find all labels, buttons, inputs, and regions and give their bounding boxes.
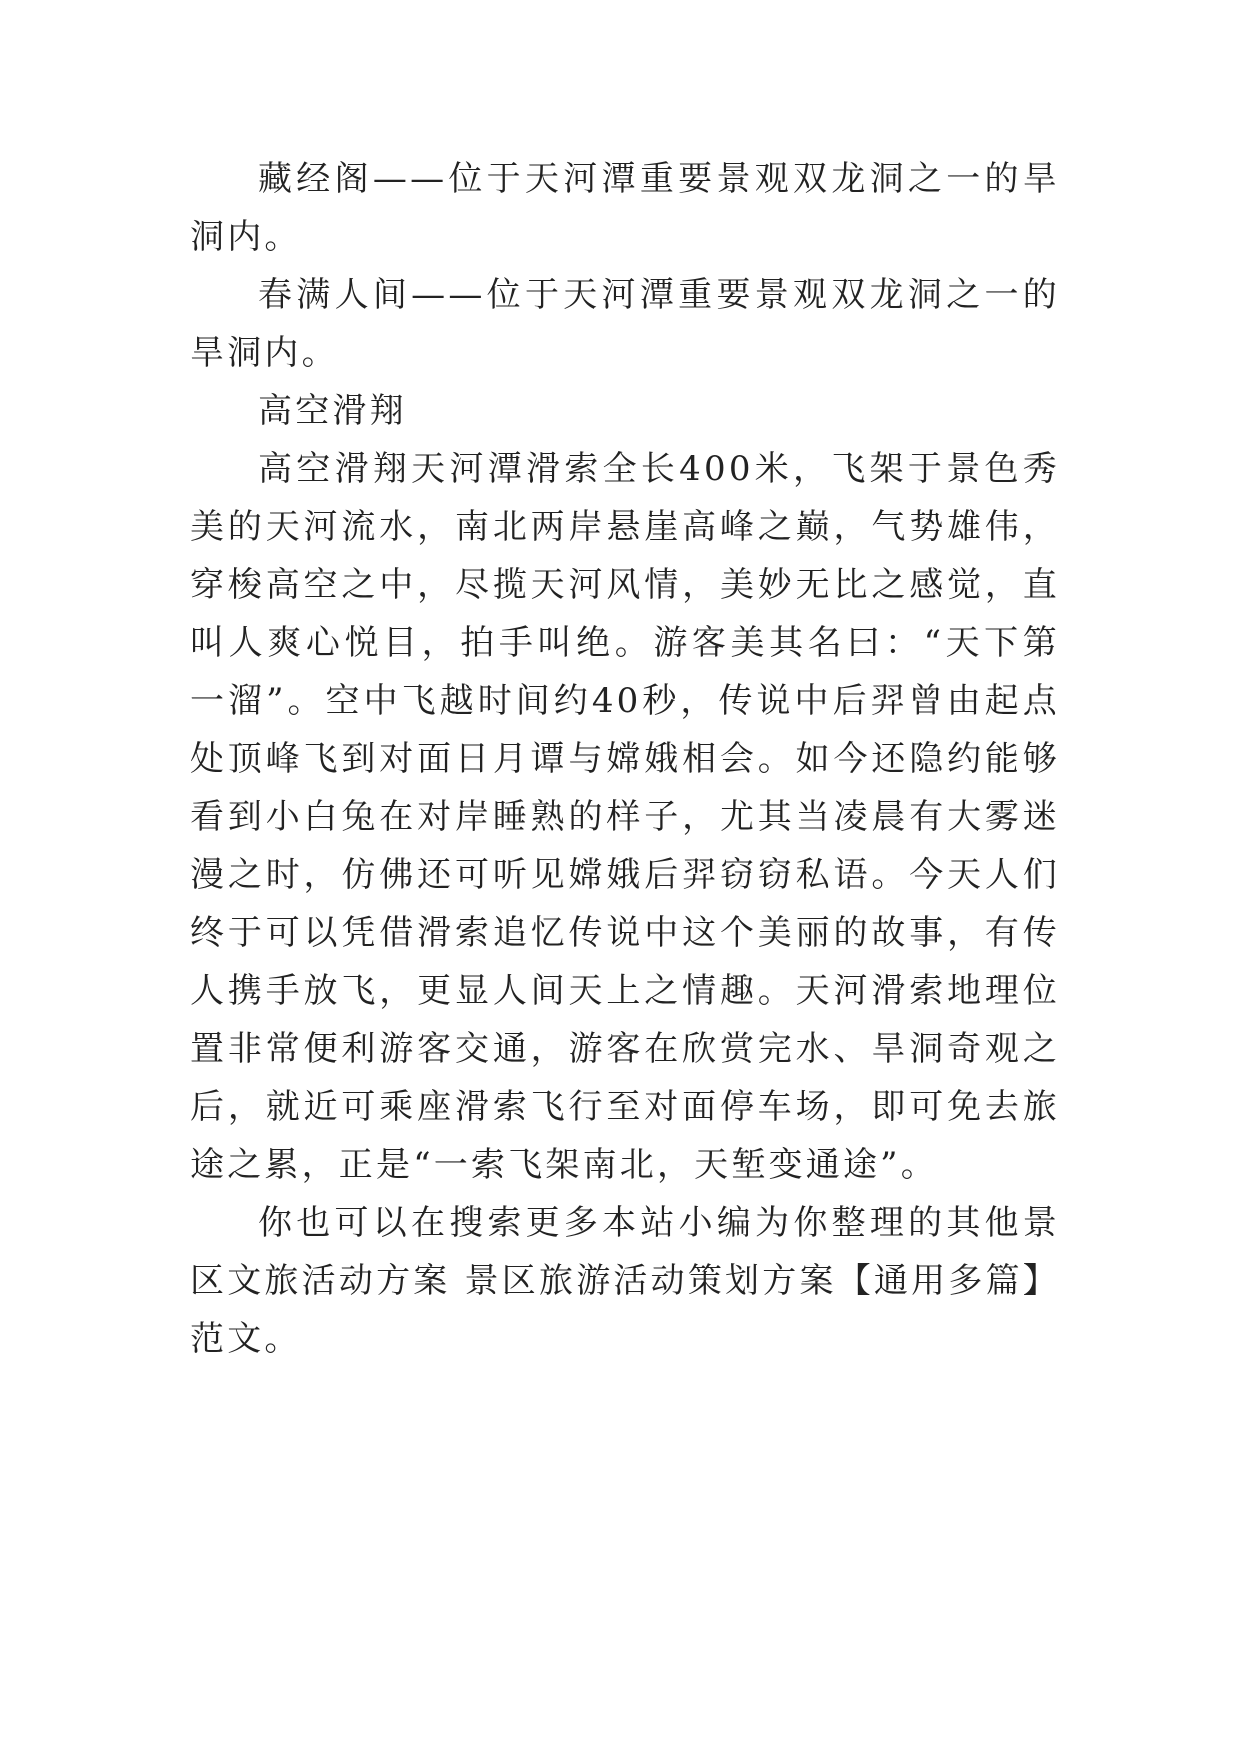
paragraph-zipline-description: 高空滑翔天河潭滑索全长400米，飞架于景色秀美的天河流水，南北两岸悬崖高峰之巅，气势雄伟，穿梭高空之中，尽揽天河风情，美妙无比之感觉，直叫人爽心悦目，拍手叫绝。游客美其名曰：“天下第一溜”。空中飞越时间约40秒，传说中后羿曾由起点处顶峰飞到对面日月谭与嫦娥相会。如今还隐约能够看到小白兔在对岸睡熟的样子，尤其当凌晨有大雾迷漫之时，仿佛还可听见嫦娥后羿窃窃私语。今天人们终于可以凭借滑索追忆传说中这个美丽的故事，有传人携手放飞，更显人间天上之情趣。天河滑索地理位置非常便利游客交通，游客在欣赏完水、旱洞奇观之后，就近可乘座滑索飞行至对面停车场，即可免去旅途之累，正是“一索飞架南北，天堑变通途”。 (190, 449, 1060, 1185)
section-heading-gaokong-huaxiang: 高空滑翔 (258, 391, 407, 431)
paragraph-chunman-renjian: 春满人间——位于天河潭重要景观双龙洞之一的旱洞内。 (190, 275, 1060, 373)
document-body (190, 150, 1060, 1368)
paragraph-more-articles: 你也可以在搜索更多本站小编为你整理的其他景区文旅活动方案 景区旅游活动策划方案【通用多篇】范文。 (190, 1203, 1060, 1359)
paragraph-cangjingge: 藏经阁——位于天河潭重要景观双龙洞之一的旱洞内。 (190, 159, 1060, 257)
